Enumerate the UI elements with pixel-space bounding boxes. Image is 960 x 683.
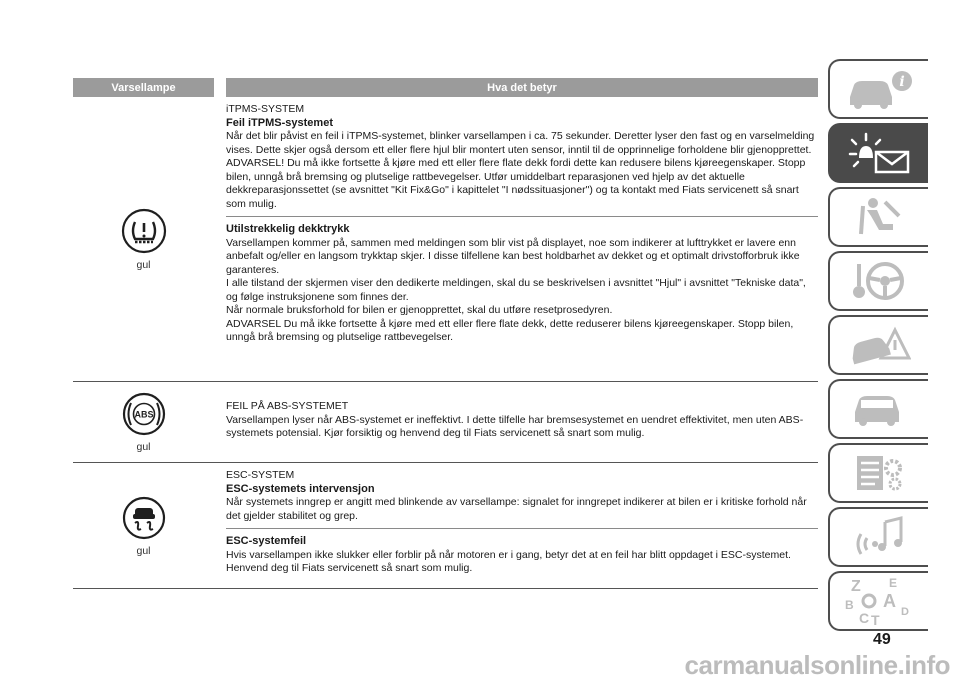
- warning-paragraph: ADVARSEL Du må ikke fortsette å kjøre med ett eller flere flate dekk, dette reduserer bilens kjøreegenskaper. Stopp bilen, unngå brå bremsing og plutselige rattbevegelser.: [226, 317, 794, 343]
- abs-warning-icon: [122, 392, 166, 436]
- paragraph: Når normale bruksforhold for bilen er gjenopprettet, skal du utføre resetprosedyren.: [226, 304, 613, 316]
- tab-warning-lights[interactable]: [828, 123, 928, 183]
- lamp-color-label: gul: [136, 441, 151, 453]
- paragraph: Varsellampen kommer på, sammen med meldingen som blir vist på displayet, noe som indikerer at lufttrykket er lavere enn anbefalt og/eller en langsom trykktap skjer. I disse tilfellene kan best holdbarhet av dekket og et optimalt drivstofforbruk ikke garanteres.: [226, 236, 800, 276]
- description-cell: [226, 463, 818, 581]
- paragraph: Når systemets inngrep er angitt med blinkende av varsellampe: signalet for inngrepet indikerer at bilen er i kritiske forhold når det gjelder stabilitet og grep.: [226, 496, 807, 522]
- warning-light-message-icon: [842, 130, 914, 176]
- lamp-color-label: gul: [136, 544, 151, 557]
- subheading: ESC-systemfeil: [226, 535, 307, 547]
- technical-data-gear-icon: [849, 450, 909, 496]
- paragraph: Varsellampen lyser når ABS-systemet er ineffektivt. I dette tilfelle har bremsesystemet en uendret effektivitet, men uten ABS-systemets potensial. Kjør forsiktig og henvend deg til Fiats servicenett så snart som mulig.: [226, 413, 804, 439]
- lamp-cell: [73, 382, 214, 463]
- table-row-esc: [73, 463, 818, 589]
- paragraph: Når det blir påvist en feil i iTPMS-systemet, blinker varsellampen i ca. 75 sekunder. Deretter lyser den fast og en varselmelding vises. Dette skjer også dersom ett eller flere hjul blir montert uten sensor, inntil til de opprinnelige forholdene blir gjenopprettet.: [226, 130, 815, 156]
- tab-maintenance[interactable]: [828, 379, 928, 439]
- car-info-icon: [844, 67, 914, 111]
- lamp-cell: [73, 463, 214, 589]
- seat-airbag-icon: [849, 194, 909, 240]
- paragraph: Hvis varsellampen ikke slukker eller forblir på når motoren er i gang, betyr det at en feil har blitt oppdaget i ESC-systemet. Henvend deg til Fiats servicenett så snart som mulig.: [226, 548, 791, 574]
- index-letter: A: [883, 591, 896, 611]
- index-letter: Z: [851, 578, 861, 595]
- car-accident-warning-icon: [847, 322, 911, 368]
- paragraph: I alle tilstand der skjermen viser den dedikerte meldingen, skal du se beskrivelsen i avsnittet "Hjul" i avsnittet "Tekniske data", og følge instruksjonene som finnes der.: [226, 277, 806, 303]
- tab-multimedia[interactable]: [828, 507, 928, 567]
- tab-safety[interactable]: [828, 187, 928, 247]
- system-heading: FEIL PÅ ABS-SYSTEMET: [226, 400, 349, 412]
- description-block: [226, 396, 818, 446]
- table-row-tpms: [73, 97, 818, 382]
- tab-starting-and-driving[interactable]: [828, 251, 928, 311]
- header-meaning: Hva det betyr: [487, 81, 557, 94]
- alphabetical-index-icon: [843, 575, 915, 627]
- index-letter: C: [859, 610, 870, 626]
- description-cell: [226, 396, 818, 446]
- steering-wheel-key-icon: [849, 258, 909, 304]
- watermark: carmanualsonline.info: [684, 650, 950, 680]
- svg-text:i: i: [899, 74, 905, 90]
- multimedia-music-icon: [849, 514, 909, 560]
- description-cell: [226, 97, 818, 350]
- lamp-color-label: gul: [136, 259, 151, 271]
- tab-knowing-the-car[interactable]: [828, 59, 928, 119]
- subheading: Feil iTPMS-systemet: [226, 116, 333, 129]
- subheading: Utilstrekkelig dekktrykk: [226, 223, 350, 235]
- abs-text: ABS: [133, 409, 154, 420]
- description-block: [226, 463, 818, 528]
- tpms-warning-icon: [121, 208, 167, 254]
- warning-paragraph: ADVARSEL! Du må ikke fortsette å kjøre med ett eller flere flate dekk fordi dette kan redusere bilens kjøreegenskaper. Stopp bilen, unngå brå bremsing og plutselige rattbevegelser. Utfør umiddelbart reparasjonen ved hjelp av det aktuelle dekkreparasjonssettet (se avsnittet "Kit Fix&Go" i kapittelet "I nødssituasjoner") og ta kontakt med Fiats servicenett så snart som mulig.: [226, 157, 806, 210]
- esc-warning-icon: [122, 496, 166, 540]
- index-letter: E: [889, 576, 898, 590]
- system-heading: ESC-SYSTEM: [226, 469, 295, 481]
- chapter-tabs: [828, 59, 928, 635]
- table-header: [73, 78, 818, 97]
- index-letter: B: [845, 598, 854, 612]
- header-warning-lamp: Varsellampe: [111, 81, 176, 94]
- index-letter: D: [901, 606, 909, 618]
- index-letter: T: [871, 612, 880, 627]
- subheading: ESC-systemets intervensjon: [226, 482, 375, 495]
- description-block: [226, 217, 818, 350]
- car-maintenance-icon: [849, 386, 909, 432]
- tab-index[interactable]: [828, 571, 928, 631]
- description-block: [226, 97, 818, 216]
- table-row-abs: [73, 382, 818, 463]
- tab-in-an-emergency[interactable]: [828, 315, 928, 375]
- lamp-cell: [73, 97, 214, 382]
- system-heading: iTPMS-SYSTEM: [226, 103, 305, 115]
- page-number: 49: [873, 631, 891, 648]
- warning-lights-table: [73, 78, 818, 589]
- tab-technical-data[interactable]: [828, 443, 928, 503]
- description-block: [226, 529, 818, 581]
